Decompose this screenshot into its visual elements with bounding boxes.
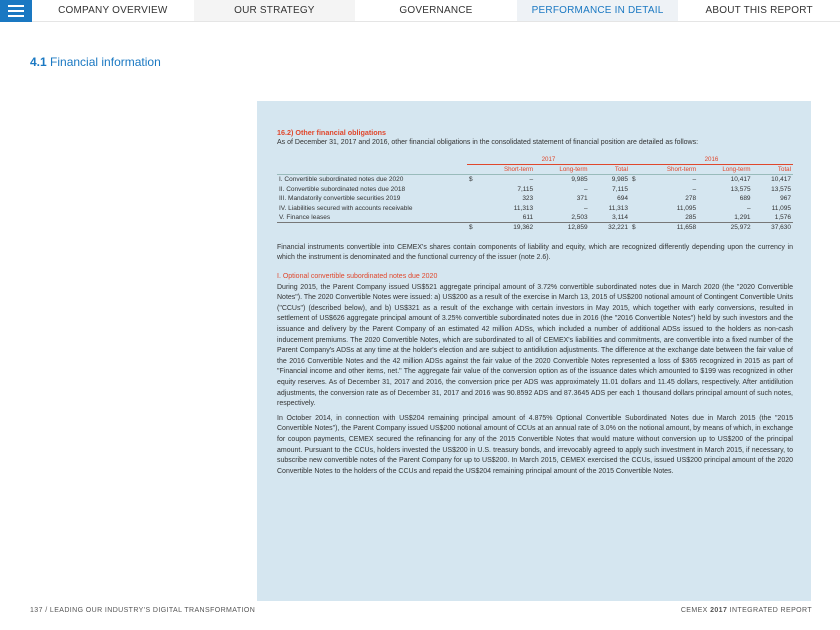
nav-company-overview[interactable]: COMPANY OVERVIEW [32,0,194,22]
cell: 11,658 [642,223,698,233]
cell: 1,576 [774,214,791,222]
cell: 37,630 [753,223,793,233]
subsection-title: I. Optional convertible subordinated notes due 2020 [277,273,438,281]
footer-right: CEMEX 2017 INTEGRATED REPORT [680,607,812,614]
cell: 11,313 [513,204,534,212]
row-label: IV. Liabilities secured with accounts receivable [279,204,413,212]
row-label: I. Convertible subordinated notes due 2020 [279,176,404,184]
cell: 3,114 [612,214,628,222]
cell: 9,985 [571,176,588,184]
col-header: Long-term [535,165,589,175]
currency-symbol: $ [469,176,473,184]
cell: 19,362 [479,223,535,233]
cell: 7,115 [612,185,628,193]
cell: 10,417 [771,176,791,184]
cell: 11,095 [771,204,791,212]
note-title: 16.2) Other financial obligations [277,128,387,137]
paragraph-2015-notes: In October 2014, in connection with US$204 remaining principal amount of 4.875% Optional Convertible Subordinated Notes due in March 2015 (the "2015 Convertible Notes"), the Parent Company issued US$200 notional amount of CCUs at an annual rate of 3.0% on the notional amount, by means of which, in exchange for coupon payments, CEMEX secured the refinancing for any of the 2015 Convertible Notes that would mature without conversion up to US$200 of the principal amount. Pursuant to the CCUs, holders invested the US$200 in U.S. treasury bonds, and irrevocably agreed to apply such investment in March 2015, if necessary, to subscribe new convertible notes of the Parent Company for up to US$200. In March 2015, CEMEX exercised the CCUs, issued US$200 principal amount of the 2020 Convertible Notes to the holders of the CCUs and repaid the US$204 remaining principal amount of the 2015 Convertible Notes. [277,414,793,475]
table-row [277,204,793,213]
note-content [277,128,793,477]
cell: 689 [739,195,751,203]
row-label: II. Convertible subordinated notes due 2018 [279,185,406,193]
paragraph-2020-notes: During 2015, the Parent Company issued US$521 aggregate principal amount of 3.72% convertible subordinated notes due in March 2020 (the "2020 Convertible Notes"). The 2020 Convertible Notes were issued: a) US$200 as a result of the exercise in March 13, 2015 of US$200 notional amount of Contingent Convertible Units ("CCUs") (described below), and b) US$321 as a result of the exchange with certain investors in May 2015, which together with early conversions, resulted in settlement of US$626 aggregate principal amount of 3.25% convertible subordinated notes due in 2016 (the "2016 Convertible Notes") held by such investors and the issuance and delivery by the Parent Company of an estimated 42 million ADSs, which included a number of additional ADSs issued to the holders as non-cash inducement premiums. The 2020 Convertible Notes, which are subordinated to all of CEMEX's liabilities and commitments, are convertible into a fixed number of the Parent Company's ADSs at any time at the holder's election and are subject to antidilution adjustments. The difference at the exchange date between the fair value of the 2016 Convertible Notes and the 42 million ADSs against the fair value of the 2020 Convertible Notes represented a loss of $365 recognized in 2015 as part of "Financial income and other items, net." The aggregate fair value of the conversion option as of the issuance dates which amounted to $199 was recognized in other equity reserves. As of December 31, 2017 and 2016, the conversion price per ADS was approximately 11.01 dollars and 11.45 dollars, respectively. After antidilution adjustments, the conversion rate as of December 31, 2017 and 2016 was 90.8592 ADS and 87.3645 ADS per each 1 thousand dollars principal amount of such notes, respectively. [277,283,793,408]
cell: 9,985 [611,176,628,184]
nav-governance[interactable]: GOVERNANCE [355,0,517,22]
table-row [277,213,793,223]
cell: 694 [617,195,628,203]
cell: 12,859 [535,223,589,233]
table-total-row [277,223,793,233]
cell: 25,972 [698,223,752,233]
cell: 7,115 [517,185,534,193]
cell: 1,291 [734,214,751,222]
table-row [277,185,793,194]
nav-our-strategy[interactable]: OUR STRATEGY [194,0,356,22]
note-intro: As of December 31, 2017 and 2016, other financial obligations in the consolidated statement of financial position are detailed as follows: [277,139,699,146]
section-number: 4.1 [30,55,47,69]
col-header: Short-term [642,165,698,175]
section-title [30,55,161,69]
cell: 32,221 [590,223,630,233]
top-navigation [0,0,840,22]
year-header-2016: 2016 [630,155,793,165]
currency-symbol: $ [630,223,642,233]
currency-symbol: $ [631,176,636,184]
page-footer [30,607,812,614]
col-header: Total [590,165,630,175]
year-header-2017: 2017 [467,155,630,165]
col-header: Long-term [698,165,752,175]
currency-symbol: $ [467,223,479,233]
cell: 2,503 [571,214,588,222]
cell: 13,575 [771,185,791,193]
cell: 611 [522,214,534,222]
cell: 13,575 [730,185,751,193]
col-header: Short-term [479,165,535,175]
cell: 371 [576,195,588,203]
cell: 11,095 [676,204,697,212]
cell: 323 [522,195,534,203]
footer-left: 137 / LEADING OUR INDUSTRY'S DIGITAL TRANSFORMATION [30,607,256,614]
cell: – [529,176,534,184]
cell: – [746,204,751,212]
table-row [277,175,793,185]
cell: 11,313 [608,204,628,212]
section-title-text: Financial information [50,55,161,69]
cell: 285 [685,214,697,222]
nav-performance-in-detail[interactable]: PERFORMANCE IN DETAIL [517,0,679,22]
paragraph-convertible-instruments: Financial instruments convertible into CEMEX's shares contain components of liability and equity, which are recognized differently depending upon the currency in which the instrument is denominated and the functional currency of the issuer (note 2.6). [277,243,793,262]
hamburger-menu-icon[interactable] [0,0,32,22]
cell: 967 [780,195,791,203]
row-label: III. Mandatorily convertible securities 2019 [279,195,401,203]
financial-obligations-table [277,155,793,233]
cell: – [583,204,588,212]
row-label: V. Finance leases [279,214,331,222]
cell: 278 [685,195,697,203]
cell: 10,417 [730,176,751,184]
table-row [277,194,793,203]
cell: – [692,176,697,184]
cell: – [692,185,697,193]
col-header: Total [753,165,793,175]
nav-about-this-report[interactable]: ABOUT THIS REPORT [678,0,840,22]
cell: – [583,185,588,193]
